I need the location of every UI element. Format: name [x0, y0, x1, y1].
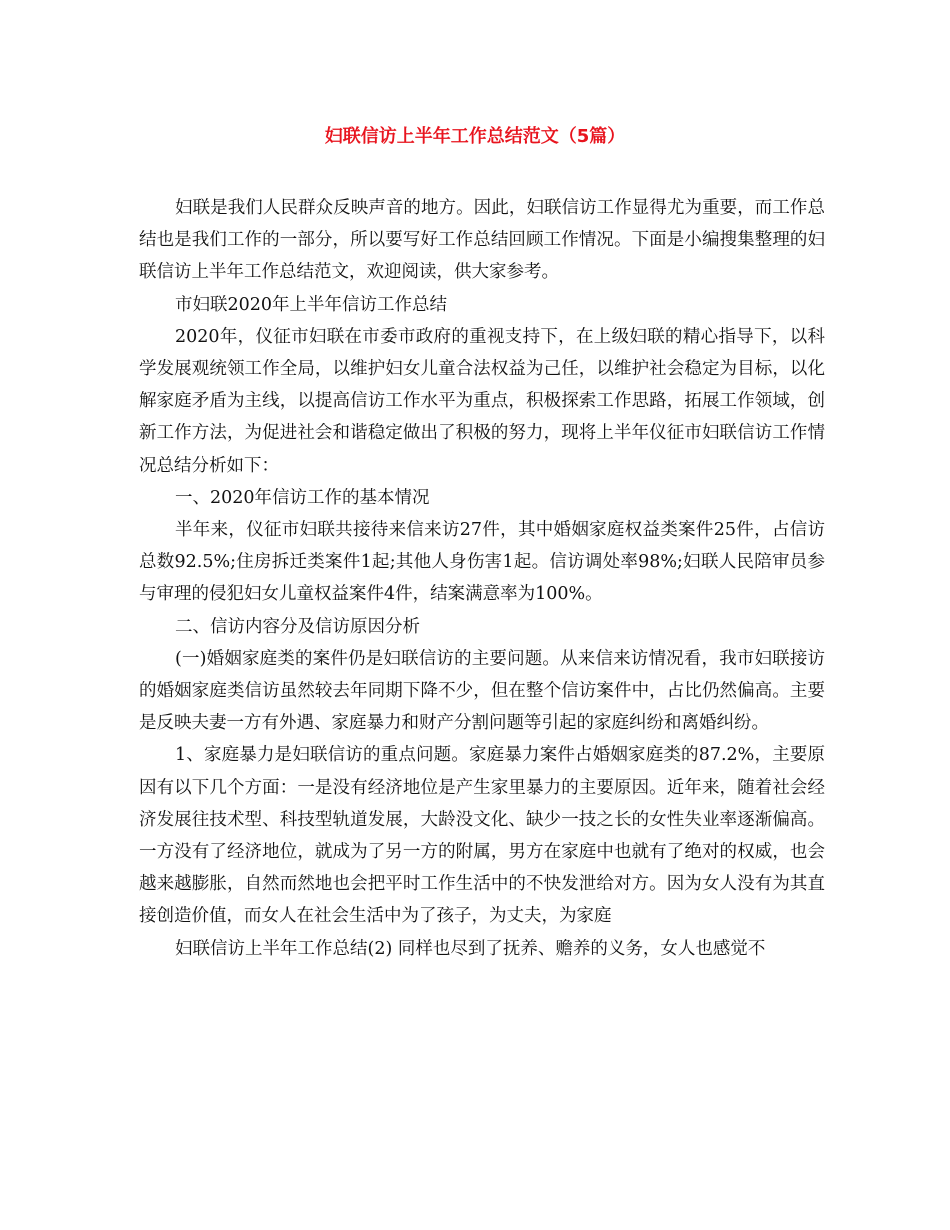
paragraph-statistics: 半年来，仪征市妇联共接待来信来访27件，其中婚姻家庭权益类案件25件，占信访总数92.5%;住房拆迁类案件1起;其他人身伤害1起。信访调处率98%;妇联人民陪审员参与审理的侵犯妇女儿童权益案件4件，结案满意率为100%。 — [139, 520, 825, 605]
paragraph-intro: 妇联是我们人民群众反映声音的地方。因此，妇联信访工作显得尤为重要，而工作总结也是我们工作的一部分，所以要写好工作总结回顾工作情况。下面是小编搜集整理的妇联信访上半年工作总结范文，欢迎阅读，供大家参考。 — [139, 198, 825, 283]
paragraph-heading-basic-situation: 一、2020年信访工作的基本情况 — [175, 487, 430, 508]
paragraph-marriage-cases: (一)婚姻家庭类的案件仍是妇联信访的主要问题。从来信来访情况看，我市妇联接访的婚姻家庭类信访虽然较去年同期下降不少，但在整个信访案件中，占比仍然偏高。主要是反映夫妻一方有外遇、家庭暴力和财产分割问题等引起的家庭纠纷和离婚纠纷。 — [139, 648, 825, 734]
document-title: 妇联信访上半年工作总结范文（5篇） — [324, 126, 626, 147]
document-body — [139, 192, 825, 965]
paragraph-heading-analysis: 二、信访内容分及信访原因分析 — [175, 616, 420, 637]
paragraph-continuation: 妇联信访上半年工作总结(2) 同样也尽到了抚养、赡养的义务，女人也感觉不 — [175, 938, 766, 959]
paragraph-section-heading: 市妇联2020年上半年信访工作总结 — [175, 294, 448, 315]
paragraph-domestic-violence: 1、家庭暴力是妇联信访的重点问题。家庭暴力案件占婚姻家庭类的87.2%，主要原因有以下几个方面：一是没有经济地位是产生家里暴力的主要原因。近年来，随着社会经济发展往技术型、科技型轨道发展，大龄没文化、缺少一技之长的女性失业率逐渐偏高。一方没有了经济地位，就成为了另一方的附属，男方在家庭中也就有了绝对的权威，也会越来越膨胀，自然而然地也会把平时工作生活中的不快发泄给对方。因为女人没有为其直接创造价值，而女人在社会生活中为了孩子，为丈夫，为家庭 — [139, 745, 825, 927]
paragraph-overview: 2020年，仪征市妇联在市委市政府的重视支持下，在上级妇联的精心指导下，以科学发展观统领工作全局，以维护妇女儿童合法权益为己任，以维护社会稳定为目标，以化解家庭矛盾为主线，以提高信访工作水平为重点，积极探索工作思路，拓展工作领域，创新工作方法，为促进社会和谐稳定做出了积极的努力，现将上半年仪征市妇联信访工作情况总结分析如下： — [139, 326, 825, 476]
